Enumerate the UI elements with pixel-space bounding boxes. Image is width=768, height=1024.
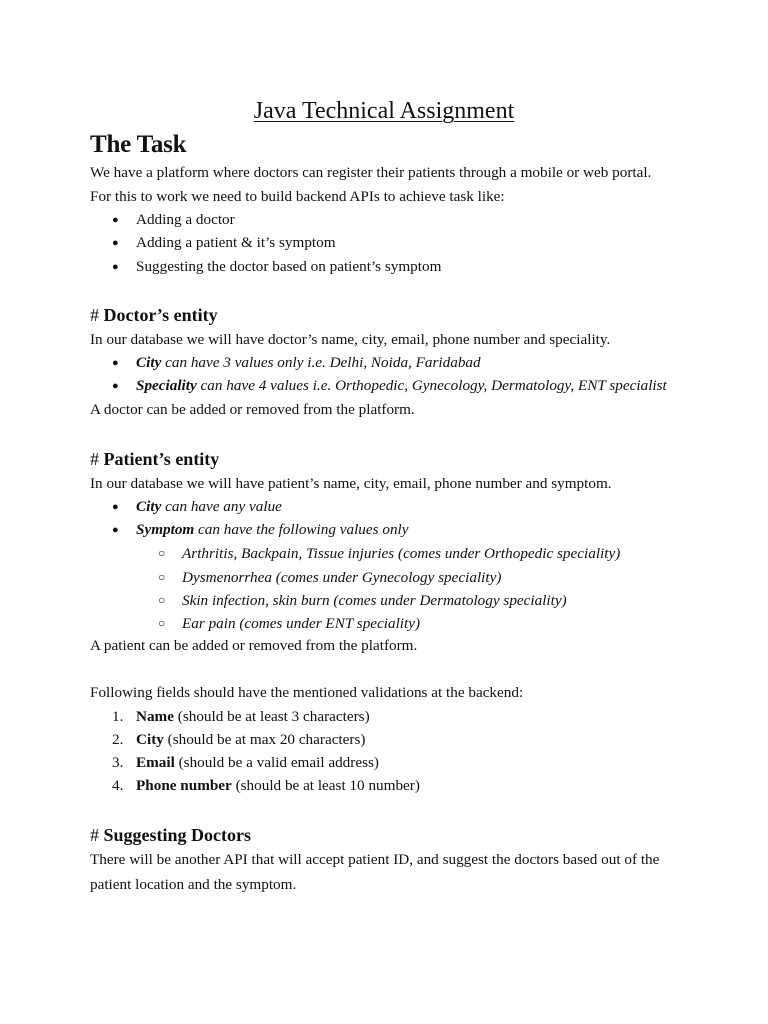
circle-bullet-icon: ○ <box>158 546 166 560</box>
task-bullet-text: Adding a patient & it’s symptom <box>136 234 336 251</box>
symptom-item <box>158 613 420 634</box>
doctor-bullet-text: can have 3 values only i.e. Delhi, Noida, Faridabad <box>161 354 481 371</box>
bullet-icon: ● <box>112 214 119 226</box>
task-bullet-text: Adding a doctor <box>136 211 235 228</box>
validation-label: Phone number <box>136 777 232 794</box>
list-number: 1. <box>112 708 124 725</box>
validation-label: Email <box>136 754 175 771</box>
symptom-item-text: Skin infection, skin burn (comes under Dermatology speciality) <box>182 592 567 609</box>
task-intro-line-1: We have a platform where doctors can register their patients through a mobile or web portal. <box>90 164 652 181</box>
task-bullet <box>112 210 235 230</box>
doctor-bullet-city <box>112 353 481 373</box>
bullet-icon: ● <box>112 524 119 536</box>
bullet-icon: ● <box>112 237 119 249</box>
patient-entity-heading-text: Patient’s entity <box>103 449 220 469</box>
validation-item <box>112 776 420 796</box>
validation-label: Name <box>136 708 174 725</box>
bullet-icon: ● <box>112 357 119 369</box>
bullet-icon: ● <box>112 380 119 392</box>
patient-intro: In our database we will have patient’s name, city, email, phone number and symptom. <box>90 475 612 492</box>
symptom-item <box>158 567 501 588</box>
task-heading: The Task <box>90 131 187 158</box>
symptom-item-text: Ear pain (comes under ENT speciality) <box>182 615 421 632</box>
circle-bullet-icon: ○ <box>158 616 166 630</box>
bullet-icon: ● <box>112 501 119 513</box>
validation-text: (should be at max 20 characters) <box>163 731 366 748</box>
validations-intro: Following fields should have the mentioned validations at the backend: <box>90 684 524 701</box>
doctor-bullet-speciality <box>112 376 667 396</box>
circle-bullet-icon: ○ <box>158 593 166 607</box>
hash-mark: # <box>90 825 99 845</box>
symptom-item <box>158 590 567 611</box>
suggesting-line-1: There will be another API that will accept patient ID, and suggest the doctors based out of the <box>90 851 660 868</box>
patient-entity-heading <box>90 448 219 470</box>
symptom-item-text: Dysmenorrhea (comes under Gynecology speciality) <box>182 569 502 586</box>
doctor-entity-heading-text: Doctor’s entity <box>103 305 218 325</box>
validation-label: City <box>136 731 164 748</box>
doctor-bullet-label: City <box>136 354 162 371</box>
circle-bullet-icon: ○ <box>158 570 166 584</box>
list-number: 4. <box>112 777 124 794</box>
validation-text: (should be a valid email address) <box>174 754 379 771</box>
doctor-intro: In our database we will have doctor’s name, city, email, phone number and speciality. <box>90 331 611 348</box>
patient-bullet-label: City <box>136 498 162 515</box>
list-number: 2. <box>112 731 124 748</box>
patient-bullet-text: can have any value <box>161 498 282 515</box>
validation-text: (should be at least 3 characters) <box>173 708 370 725</box>
document-title: Java Technical Assignment <box>253 98 515 124</box>
doctor-note: A doctor can be added or removed from the platform. <box>90 401 415 418</box>
patient-bullet-symptom <box>112 520 409 540</box>
task-intro-line-2: For this to work we need to build backend APIs to achieve task like: <box>90 188 505 205</box>
list-number: 3. <box>112 754 124 771</box>
validation-item <box>112 753 379 773</box>
validation-text: (should be at least 10 number) <box>231 777 420 794</box>
symptom-item <box>158 543 620 564</box>
task-bullet-text: Suggesting the doctor based on patient’s symptom <box>136 258 442 275</box>
suggesting-doctors-heading <box>90 824 251 846</box>
doctor-bullet-text: can have 4 values i.e. Orthopedic, Gynecology, Dermatology, ENT specialist <box>196 377 667 394</box>
validation-item <box>112 707 370 727</box>
suggesting-doctors-heading-text: Suggesting Doctors <box>103 825 251 845</box>
hash-mark: # <box>90 449 99 469</box>
suggesting-line-2: patient location and the symptom. <box>90 876 297 893</box>
symptom-item-text: Arthritis, Backpain, Tissue injuries (comes under Orthopedic speciality) <box>182 545 621 562</box>
validation-item <box>112 730 365 750</box>
task-bullet <box>112 233 336 253</box>
patient-bullet-label: Symptom <box>136 521 195 538</box>
patient-bullet-text: can have the following values only <box>194 521 409 538</box>
doctor-entity-heading <box>90 304 218 326</box>
doctor-bullet-label: Speciality <box>136 377 197 394</box>
patient-note: A patient can be added or removed from the platform. <box>90 637 418 654</box>
patient-bullet-city <box>112 497 282 517</box>
hash-mark: # <box>90 305 99 325</box>
task-bullet <box>112 257 441 277</box>
bullet-icon: ● <box>112 261 119 273</box>
